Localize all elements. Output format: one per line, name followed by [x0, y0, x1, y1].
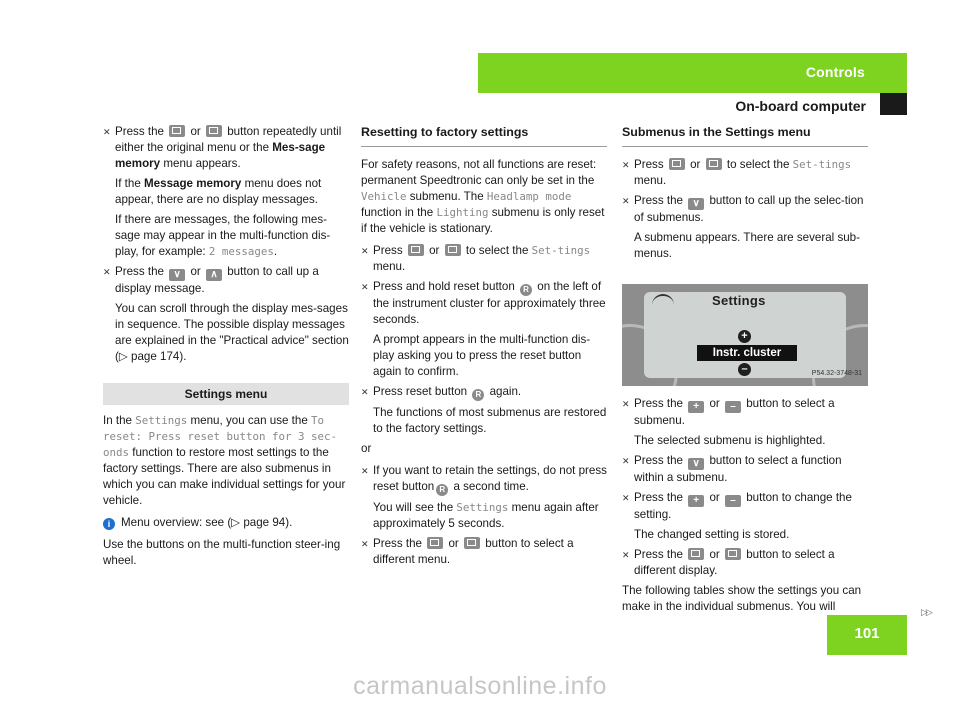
settings-menu-heading: Settings menu [103, 383, 349, 405]
page-number: 101 [854, 625, 880, 642]
step-text: ✕ Press the + or – button to change the setting. [634, 491, 852, 521]
step-note: You can scroll through the display mes-sages in sequence. The possible display messages are explained in the "Practical advice" section (▷ page 174). [115, 302, 349, 363]
step-item [103, 124, 349, 260]
up-button-icon: ∧ [206, 269, 222, 281]
step-item [103, 264, 349, 365]
step-item [622, 193, 868, 262]
gauge-icon [652, 294, 674, 310]
display-button-right-icon [706, 158, 722, 170]
closing-paragraph: The following tables show the settings you can make in the individual submenus. You will [622, 584, 862, 613]
display-button-right-icon [464, 537, 480, 549]
step-text: ✕ Press the or button repeatedly until either the original menu or the Mes-sage memory menu appears. [115, 125, 342, 170]
subsection-header [478, 93, 878, 115]
subsection-title: On-board computer [735, 98, 866, 114]
cluster-highlighted-item: Instr. cluster [697, 345, 797, 361]
step-item [361, 279, 607, 380]
section-title: Controls [805, 64, 865, 80]
step-note: The functions of most submenus are restored to the factory settings. [373, 406, 607, 435]
display-button-left-icon [408, 244, 424, 256]
display-button-right-icon [206, 125, 222, 137]
plus-icon: + [738, 330, 751, 343]
step-note: If the Message memory menu does not appear, there are no display messages. [115, 177, 322, 206]
settings-paragraph: Use the buttons on the multi-function steer-ing wheel. [103, 538, 341, 567]
or-separator: or [361, 442, 372, 455]
step-text: ✕ Press reset button R again. [373, 385, 522, 399]
step-item [361, 463, 607, 532]
watermark: carmanualsonline.info [353, 672, 607, 700]
step-text: ✕ Press or to select the Set-tings menu. [634, 158, 852, 187]
step-note: You will see the Settings menu again after approximately 5 seconds. [373, 501, 599, 530]
step-item [622, 453, 868, 486]
step-note: A prompt appears in the multi-function dis-play asking you to press the reset button again to confirm. [373, 333, 591, 378]
minus-button-icon: – [725, 401, 741, 413]
step-item [622, 396, 868, 449]
step-item [361, 384, 607, 437]
step-text: ✕ Press the or button to select a different display. [634, 548, 835, 577]
instrument-cluster-image [622, 284, 868, 386]
continue-arrow-icon: ▷▷ [921, 607, 931, 617]
reset-button-icon: R [436, 484, 448, 496]
display-button-left-icon [169, 125, 185, 137]
minus-button-icon: – [725, 495, 741, 507]
column-middle [361, 124, 607, 572]
plus-button-icon: + [688, 401, 704, 413]
reset-button-icon: R [520, 284, 532, 296]
section-header-bar [478, 53, 907, 93]
cluster-display-title: Settings [712, 293, 766, 308]
display-button-right-icon [725, 548, 741, 560]
down-button-icon: ∨ [169, 269, 185, 281]
image-code: P54.32-3748-31 [811, 370, 862, 377]
step-text: ✕ Press the or button to select a different menu. [373, 537, 574, 566]
step-item [622, 157, 868, 189]
step-text: ✕ Press the ∨ button to call up the selec-tion of submenus. [634, 194, 864, 224]
down-button-icon: ∨ [688, 458, 704, 470]
step-note: If there are messages, the following mes-sage may appear in the multi-function dis-play, for example: 2 messages. [115, 213, 331, 258]
step-text: ✕ If you want to retain the settings, do not press reset button R a second time. [373, 464, 607, 494]
display-button-left-icon [688, 548, 704, 560]
step-text: ✕ Press the + or – button to select a submenu. [634, 397, 835, 427]
step-text: ✕ Press or to select the Set-tings menu. [373, 244, 591, 273]
step-note: A submenu appears. There are several sub-menus. [634, 231, 860, 260]
plus-button-icon: + [688, 495, 704, 507]
settings-paragraph: In the Settings menu, you can use the To reset: Press reset button for 3 sec-onds function to restore most settings to the factory settings. There are also submenus in which you can make individual settings for your vehicle. [103, 414, 346, 507]
step-note: The changed setting is stored. [634, 528, 790, 541]
column-right [622, 124, 868, 621]
header-marker [880, 93, 907, 115]
display-button-left-icon [669, 158, 685, 170]
step-text: ✕ Press the ∨ or ∧ button to call up a display message. [115, 265, 319, 295]
step-item [361, 536, 607, 568]
reset-button-icon: R [472, 389, 484, 401]
reset-intro: For safety reasons, not all functions are reset: permanent Speedtronic can only be set in the Vehicle submenu. The Headlamp mode function in the Lighting submenu is only reset if the vehicle is stationary. [361, 158, 605, 235]
minus-icon: – [738, 363, 751, 376]
step-item [622, 490, 868, 543]
display-button-left-icon [427, 537, 443, 549]
display-button-right-icon [445, 244, 461, 256]
reset-heading: Resetting to factory settings [361, 124, 607, 147]
step-item [622, 547, 868, 579]
page-number-box [827, 615, 907, 655]
down-button-icon: ∨ [688, 198, 704, 210]
step-item [361, 243, 607, 275]
step-note: The selected submenu is highlighted. [634, 434, 826, 447]
submenus-heading: Submenus in the Settings menu [622, 124, 868, 147]
info-icon: i [103, 518, 115, 530]
column-left [103, 124, 349, 575]
step-text: ✕ Press and hold reset button R on the left of the instrument cluster for approximately three seconds. [373, 280, 606, 326]
info-note: i Menu overview: see (▷ page 94). [103, 515, 349, 531]
step-text: ✕ Press the ∨ button to select a function within a submenu. [634, 454, 842, 484]
